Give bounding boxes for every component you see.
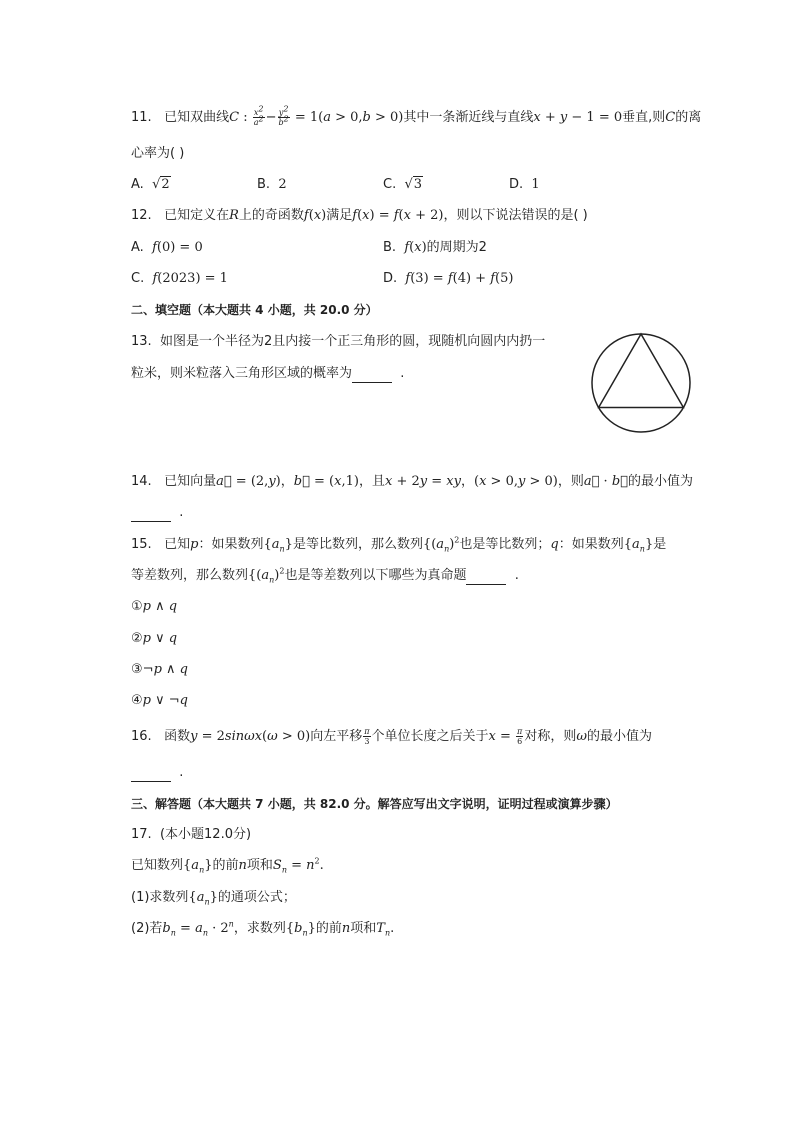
q16-line1: 16. 函数y = 2sinωx(ω > 0)向左平移 $\frac{\pi}{3}$ 个单位长度之后关于x = $\frac{\pi}{6}$ 对称，则ω的最小值为 (131, 727, 652, 746)
q11-line2: 心率为( ) (131, 146, 185, 161)
q17-part-2: (2)若$b_n = a_n \cdot 2^n$，求数列$\{b_n\}$的前n项和$T_n$. (131, 919, 395, 938)
q11-line1: 11. 已知双曲线C : $\frac{x^2}{a^2}$ − $\frac{y^2}{b^2}$ = 1(a > 0,b > 0)其中一条渐近线与直线x + y − 1 = 0垂直,则C的离 (131, 104, 702, 127)
circle-shape (592, 334, 690, 432)
q13-line1: 13. 如图是一个半径为2且内接一个正三角形的圆，现随机向圆内内扔一 (131, 334, 546, 349)
q14-line1: 14. 已知向量a⃗ = (2,y)，b⃗ = (x,1)，且x + 2y = xy，(x > 0,y > 0)，则a⃗ · b⃗的最小值为 (131, 474, 693, 489)
answer-blank (131, 769, 171, 782)
q12-option-a: A. f(0) = 0 (131, 240, 203, 255)
q11-option-b: B. 2 (257, 177, 287, 192)
q11-option-d: D. 1 (509, 177, 540, 192)
q16-line2: . (131, 764, 183, 782)
q11-number: 11. (131, 110, 152, 125)
q15-item-4: ④p ∨ ¬q (131, 693, 188, 708)
circle-triangle-figure (588, 331, 694, 435)
q15-line2: 等差数列，那么数列{$(a_n)^2$也是等差数列以下哪些为真命题 . (131, 566, 519, 585)
inscribed-triangle-shape (599, 334, 684, 408)
q13-line2: 粒米，则米粒落入三角形区域的概率为 . (131, 366, 405, 381)
q15-item-2: ②p ∨ q (131, 631, 178, 646)
q12-option-d: D. f(3) = f(4) + f(5) (383, 271, 514, 286)
q12-line1: 12. 已知定义在R上的奇函数f(x)满足f(x) = f(x + 2)，则以下说法错误的是( ) (131, 208, 588, 223)
answer-blank (352, 370, 392, 383)
q17-stem: 已知数列$\{a_n\}$的前n项和$S_n = n^2$. (131, 856, 324, 875)
q15-item-1: ①p ∧ q (131, 599, 178, 614)
q15-line1: 15. 已知p：如果数列$\{a_n\}$是等比数列，那么数列{$(a_n)^2$也是等比数列；q：如果数列$\{a_n\}$是 (131, 535, 667, 554)
q12-option-c: C. f(2023) = 1 (131, 271, 228, 286)
q15-item-3: ③¬p ∧ q (131, 662, 188, 677)
q17-header: 17. (本小题12.0分) (131, 827, 252, 842)
section-3-heading: 三、解答题（本大题共 7 小题，共 82.0 分。解答应写出文字说明，证明过程或演算步骤） (131, 797, 618, 811)
q11-option-a: A. √2 (131, 177, 170, 192)
section-2-heading: 二、填空题（本大题共 4 小题，共 20.0 分） (131, 303, 378, 317)
answer-blank (466, 572, 506, 585)
q12-option-b: B. f(x)的周期为2 (383, 240, 487, 255)
answer-blank (131, 509, 171, 522)
q11-option-c: C. √3 (383, 177, 423, 192)
q17-part-1: (1)求数列$\{a_n\}$的通项公式； (131, 890, 296, 907)
q14-line2: . (131, 504, 183, 522)
